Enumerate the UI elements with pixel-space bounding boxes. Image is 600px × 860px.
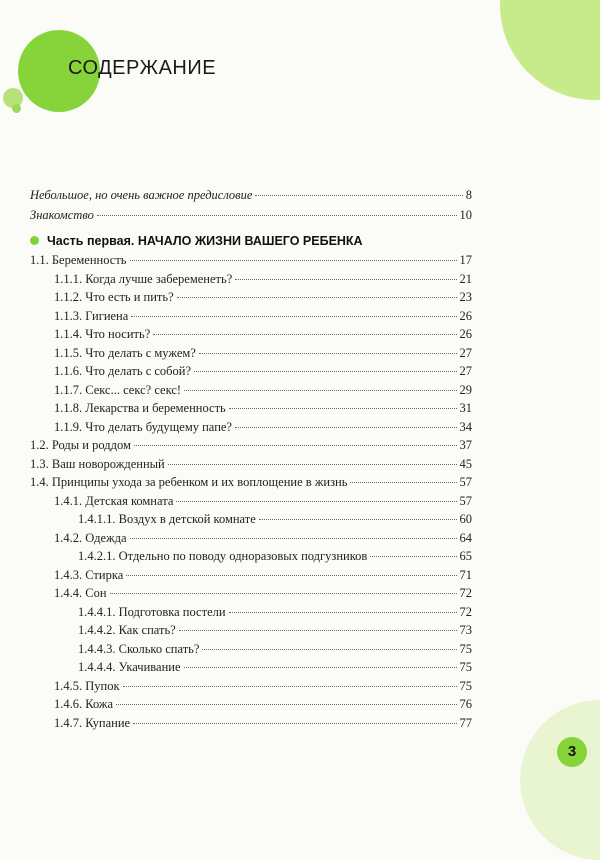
dot-leader bbox=[199, 353, 457, 354]
dot-leader bbox=[133, 723, 456, 724]
toc-entry-title: 1.4.4.4. Укачивание bbox=[78, 660, 181, 674]
toc-entry-title: 1.1.8. Лекарства и беременность bbox=[54, 401, 226, 415]
toc-entry-title: 1.1.7. Секс... секс? секс! bbox=[54, 382, 182, 397]
part-title: НАЧАЛО ЖИЗНИ ВАШЕГО РЕБЕНКА bbox=[137, 234, 363, 248]
toc-entry-title: 1.4.1.1. Воздух в детской комнате bbox=[78, 512, 256, 526]
dot-leader bbox=[370, 556, 456, 557]
toc-entry bbox=[54, 679, 472, 697]
toc-entry-page: 57 bbox=[459, 475, 472, 489]
toc-entry-page: 64 bbox=[459, 530, 472, 545]
dot-leader bbox=[110, 593, 457, 594]
toc-entry-page: 27 bbox=[459, 345, 472, 360]
toc-entry bbox=[54, 568, 472, 586]
toc-entry bbox=[54, 272, 472, 290]
toc-entry bbox=[78, 549, 472, 567]
dot-leader bbox=[130, 538, 457, 539]
toc-entry-page: 75 bbox=[459, 660, 472, 674]
toc-entry-page: 45 bbox=[459, 456, 472, 471]
toc-entry bbox=[54, 327, 472, 345]
toc-entry-title: 1.1.3. Гигиена bbox=[54, 308, 129, 323]
toc-entry-title: 1.1.6. Что делать с собой? bbox=[54, 364, 192, 378]
toc-entry-title: 1.3. Ваш новорожденный bbox=[30, 456, 165, 471]
toc-entry bbox=[54, 309, 472, 327]
toc-entry bbox=[78, 512, 472, 530]
part-heading bbox=[30, 234, 363, 248]
toc-entry-page: 26 bbox=[459, 308, 472, 323]
dot-leader bbox=[123, 686, 457, 687]
toc-entry bbox=[30, 457, 472, 475]
dot-leader bbox=[130, 260, 457, 261]
toc-entry-title: 1.1.9. Что делать будущему папе? bbox=[54, 419, 232, 434]
toc-entry-page: 76 bbox=[459, 697, 472, 711]
toc-entry-page: 71 bbox=[459, 567, 472, 582]
dot-leader bbox=[255, 195, 462, 196]
dot-leader bbox=[259, 519, 457, 520]
toc-entry bbox=[78, 660, 472, 678]
dot-leader bbox=[229, 408, 457, 409]
toc-entry-page: 26 bbox=[459, 327, 472, 341]
toc-entry-page: 10 bbox=[459, 207, 472, 222]
dot-leader bbox=[176, 501, 456, 502]
toc-entry-title: Знакомство bbox=[30, 207, 94, 222]
toc-entry bbox=[54, 531, 472, 549]
toc-entry-page: 75 bbox=[459, 641, 472, 656]
toc-entry-page: 73 bbox=[459, 623, 472, 637]
page-number: 3 bbox=[557, 737, 587, 767]
toc-entry-title: 1.4.6. Кожа bbox=[54, 697, 114, 711]
toc-entry-page: 23 bbox=[459, 290, 472, 304]
toc-entry-title: 1.1.5. Что делать с мужем? bbox=[54, 345, 196, 360]
toc-entry-title: 1.1.4. Что носить? bbox=[54, 327, 151, 341]
toc-entry-page: 31 bbox=[459, 401, 472, 415]
toc-entry-page: 65 bbox=[459, 549, 472, 563]
decor-circle-large-top-right bbox=[500, 0, 600, 100]
dot-leader bbox=[235, 279, 456, 280]
toc-entry-title: 1.4.4.2. Как спать? bbox=[78, 623, 176, 637]
dot-leader bbox=[153, 334, 456, 335]
dot-leader bbox=[184, 390, 456, 391]
dot-leader bbox=[131, 316, 456, 317]
toc-entry bbox=[54, 383, 472, 401]
toc-entry bbox=[54, 586, 472, 604]
toc-entry-title: 1.1.2. Что есть и пить? bbox=[54, 290, 174, 304]
toc-entry-title: 1.4. Принципы ухода за ребенком и их воплощение в жизнь bbox=[30, 475, 348, 489]
toc-entry-page: 77 bbox=[459, 715, 472, 730]
dot-leader bbox=[179, 630, 457, 631]
toc-entry bbox=[30, 188, 472, 206]
dot-leader bbox=[168, 464, 457, 465]
dot-leader bbox=[184, 667, 457, 668]
toc-entry-page: 29 bbox=[459, 382, 472, 397]
toc-entry bbox=[54, 346, 472, 364]
toc-entry bbox=[30, 475, 472, 493]
toc-entry-title: 1.4.5. Пупок bbox=[54, 678, 120, 693]
bullet-icon bbox=[30, 236, 39, 245]
toc-entry-page: 8 bbox=[465, 188, 472, 202]
dot-leader bbox=[134, 445, 457, 446]
dot-leader bbox=[350, 482, 456, 483]
toc-entry-title: 1.4.4.3. Сколько спать? bbox=[78, 641, 200, 656]
toc-entry bbox=[78, 605, 472, 623]
toc-entry-page: 34 bbox=[459, 419, 472, 434]
toc-entry-page: 17 bbox=[459, 253, 472, 267]
toc-entry-page: 37 bbox=[459, 438, 472, 452]
toc-entry bbox=[78, 623, 472, 641]
toc-entry-title: 1.1.1. Когда лучше забеременеть? bbox=[54, 271, 233, 286]
toc-entry-title: 1.4.2.1. Отдельно по поводу одноразовых подгузников bbox=[78, 549, 368, 563]
toc-entry bbox=[54, 420, 472, 438]
toc-entry-title: 1.4.3. Стирка bbox=[54, 567, 124, 582]
toc-entry-title: 1.1. Беременность bbox=[30, 253, 127, 267]
dot-leader bbox=[97, 215, 457, 216]
dot-leader bbox=[235, 427, 457, 428]
toc-entry-title: 1.4.4.1. Подготовка постели bbox=[78, 604, 226, 619]
toc-entry-page: 60 bbox=[459, 512, 472, 526]
toc-entry bbox=[54, 697, 472, 715]
toc-entry-title: 1.4.7. Купание bbox=[54, 715, 131, 730]
toc-entry-page: 57 bbox=[459, 493, 472, 508]
part-label: Часть первая. bbox=[47, 234, 135, 248]
decor-circle-small-2 bbox=[12, 104, 21, 113]
toc-entry bbox=[54, 364, 472, 382]
toc-entry bbox=[78, 642, 472, 660]
toc-entry-title: Небольшое, но очень важное предисловие bbox=[30, 188, 253, 202]
toc-entry-page: 75 bbox=[459, 678, 472, 693]
toc-entry bbox=[54, 494, 472, 512]
toc-entry-title: 1.2. Роды и роддом bbox=[30, 438, 131, 452]
toc-entry bbox=[54, 716, 472, 734]
decor-circle-bottom-right bbox=[520, 700, 600, 860]
toc-entry-title: 1.4.1. Детская комната bbox=[54, 493, 174, 508]
page-title: СОДЕРЖАНИЕ bbox=[68, 57, 217, 79]
toc-entry-page: 21 bbox=[459, 271, 472, 286]
toc-entry-page: 72 bbox=[459, 586, 472, 600]
dot-leader bbox=[202, 649, 456, 650]
dot-leader bbox=[116, 704, 456, 705]
dot-leader bbox=[126, 575, 456, 576]
toc-entry-title: 1.4.2. Одежда bbox=[54, 530, 127, 545]
toc-entry-title: 1.4.4. Сон bbox=[54, 586, 107, 600]
toc-entry-page: 72 bbox=[459, 604, 472, 619]
toc-entry bbox=[30, 438, 472, 456]
toc-entry bbox=[30, 208, 472, 226]
toc-entry-page: 27 bbox=[459, 364, 472, 378]
dot-leader bbox=[177, 297, 457, 298]
dot-leader bbox=[229, 612, 457, 613]
toc-entry bbox=[54, 401, 472, 419]
dot-leader bbox=[194, 371, 456, 372]
toc-entry bbox=[54, 290, 472, 308]
toc-entry bbox=[30, 253, 472, 271]
